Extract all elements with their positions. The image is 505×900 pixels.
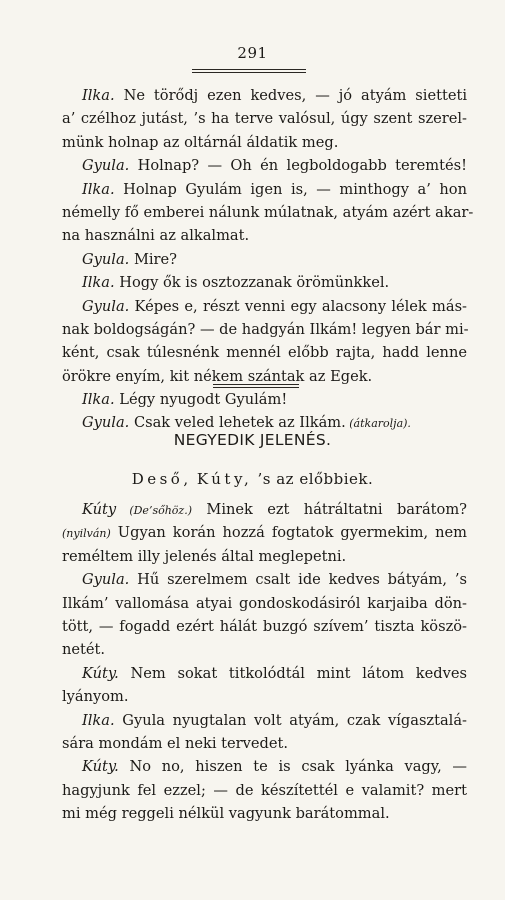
text-line	[62, 498, 467, 521]
scene-divider	[213, 387, 299, 388]
text-line	[62, 662, 467, 685]
stage-direction: (De’sőhöz.)	[116, 504, 192, 517]
line-text: lyányom.	[62, 688, 129, 706]
line-text: münk holnap az oltárnál áldatik meg.	[62, 133, 339, 151]
text-line	[62, 685, 467, 708]
text-line	[62, 802, 467, 825]
dialogue-section-2	[62, 498, 467, 825]
text-line	[62, 341, 467, 364]
text-line	[62, 521, 467, 544]
line-text: mi még reggeli nélkül vagyunk barátommal.	[62, 805, 390, 823]
text-line	[62, 318, 467, 341]
speaker-name: Gyula.	[82, 250, 130, 268]
speaker-name: Ilka.	[82, 87, 115, 104]
cast-line	[0, 470, 505, 488]
dialogue-section-1	[62, 84, 474, 435]
text-line	[62, 615, 467, 638]
speaker-name: Ilka.	[82, 180, 115, 198]
text-line	[62, 638, 467, 661]
cast-rest: ’s az előbbiek.	[252, 470, 374, 488]
line-text: Légy nyugodt Gyulám!	[114, 391, 288, 409]
speaker-name: Kúty	[82, 501, 117, 518]
text-line	[62, 779, 467, 802]
line-text: No no, hiszen te is csak lyánka vagy, —	[118, 758, 467, 776]
speaker-name: Ilka.	[82, 711, 115, 729]
line-text: hagyjunk fel ezzel; — de készítettél e valamit? mert	[62, 781, 467, 799]
line-text: Képes e, részt venni egy alacsony lélek más-	[129, 297, 467, 315]
text-line	[62, 178, 467, 201]
text-line	[62, 568, 467, 591]
text-line	[62, 271, 467, 294]
cast-name-kuty: Kúty,	[196, 470, 253, 488]
line-text: Gyula nyugtalan volt atyám, czak vígasztalá-	[114, 711, 467, 729]
line-text: ként, csak túlesnénk mennél előbb rajta, hadd lenne	[62, 344, 467, 362]
line-text: örökre enyím, kit nékem szántak az Egek.	[62, 367, 373, 385]
header-rule	[192, 69, 306, 70]
line-text: Mire?	[129, 250, 177, 268]
line-text: a’ czélhoz jutást, ’s ha terve valósul, úgy szent szerel-	[62, 110, 467, 128]
speaker-name: Kúty.	[82, 758, 119, 776]
line-text: Holnap? — Oh én legboldogabb teremtés!	[129, 157, 467, 175]
text-line	[62, 545, 467, 568]
speaker-name: Ilka.	[82, 274, 115, 292]
line-text: Ne törődj ezen kedves, — jó atyám sietteti	[114, 87, 467, 104]
line-text: tött, — fogadd ezért hálát buzgó szívem’ tiszta köszö-	[62, 617, 467, 635]
stage-direction: (nyilván)	[62, 527, 111, 541]
stage-direction: (átkarolja).	[345, 417, 411, 431]
text-line	[62, 224, 467, 247]
line-text: Holnap Gyulám igen is, — minthogy a’ hon	[114, 180, 467, 198]
text-line	[62, 201, 474, 224]
text-line	[62, 709, 467, 732]
text-line	[62, 732, 467, 755]
line-text: na használni az alkalmat.	[62, 227, 250, 245]
text-line	[62, 592, 467, 615]
header-rule	[192, 72, 306, 73]
speaker-name: Ilka.	[82, 391, 115, 409]
text-line	[62, 84, 467, 107]
text-line	[62, 154, 467, 177]
line-text: Ugyan korán hozzá fogtatok gyermekim, nem	[110, 524, 467, 542]
speaker-name: Kúty.	[82, 664, 119, 682]
text-line	[62, 295, 467, 318]
scene-divider	[213, 384, 299, 385]
speaker-name: Gyula.	[82, 571, 130, 589]
speaker-name: Gyula.	[82, 297, 130, 315]
line-text: Ilkám’ vallomása atyai gondoskodásiról karjaiba dön-	[62, 594, 467, 612]
line-text: Hogy ők is osztozzanak örömünkkel.	[114, 274, 390, 292]
text-line	[62, 248, 467, 271]
line-text: Hű szerelmem csalt ide kedves bátyám, ’s	[129, 571, 467, 589]
text-line	[62, 755, 467, 778]
speaker-name: Gyula.	[82, 414, 130, 432]
line-text: nak boldogságán? — de hadgyán Ilkám! legyen bár mi-	[62, 320, 469, 338]
line-text: Csak veled lehetek az Ilkám.	[129, 414, 346, 432]
line-text: reméltem illy jelenés által meglepetni.	[62, 547, 347, 565]
line-text: netét.	[62, 641, 106, 659]
line-text: némelly fő emberei nálunk múlatnak, atyám azért akar-	[62, 203, 474, 221]
speaker-name: Gyula.	[82, 157, 130, 175]
text-line	[62, 388, 467, 411]
line-text: Nem sokat titkolódtál mint látom kedves	[118, 664, 467, 682]
text-line	[62, 107, 467, 130]
scene-heading: NEGYEDIK JELENÉS.	[173, 431, 332, 449]
line-text: sára mondám el neki tervedet.	[62, 734, 289, 752]
text-line	[62, 131, 467, 154]
page-number: 291	[237, 44, 268, 62]
cast-name-desso: Deső,	[131, 470, 192, 488]
line-text: Minek ezt hátráltatni barátom?	[192, 501, 467, 518]
